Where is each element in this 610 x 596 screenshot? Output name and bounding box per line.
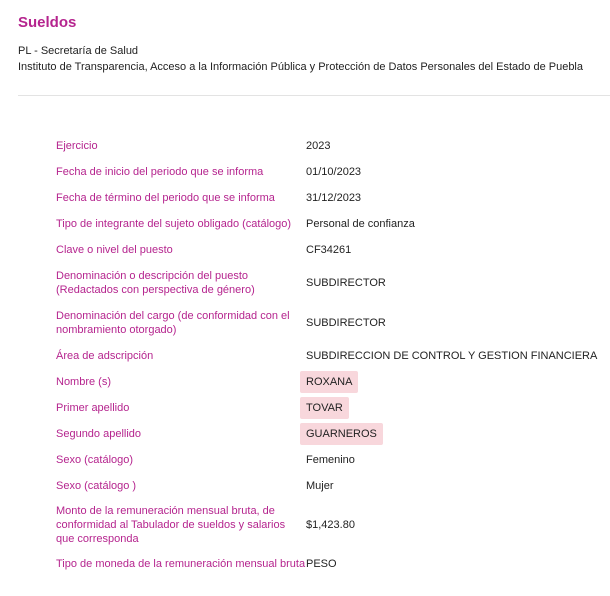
field-label: Fecha de inicio del periodo que se informa	[56, 166, 264, 178]
field-label: Denominación o descripción del puesto (Redactados con perspectiva de género)	[56, 270, 255, 296]
field-label: Clave o nivel del puesto	[56, 244, 173, 256]
field-value: 2023	[306, 140, 331, 152]
field-value: Femenino	[306, 454, 355, 466]
field-label: Monto de la remuneración mensual bruta, de conformidad al Tabulador de sueldos y salarios que corresponda	[56, 505, 286, 545]
field-label: Denominación del cargo (de conformidad con el nombramiento otorgado)	[56, 310, 290, 336]
field-label: Nombre (s)	[56, 376, 112, 388]
highlighted-value: GUARNEROS	[300, 423, 383, 445]
field-value: SUBDIRECTOR	[306, 317, 386, 329]
row-tipo-integrante	[56, 211, 576, 237]
highlighted-value: TOVAR	[300, 397, 349, 419]
row-denominacion-cargo	[56, 303, 576, 343]
row-sexo-catalogo	[56, 447, 576, 473]
agency-name: PL - Secretaría de Salud	[18, 45, 139, 57]
row-monto-remuneracion	[56, 499, 576, 551]
field-value: SUBDIRECCION DE CONTROL Y GESTION FINANCIERA	[306, 350, 598, 362]
field-label: Ejercicio	[56, 140, 98, 152]
row-fecha-inicio	[56, 159, 576, 185]
field-label: Primer apellido	[56, 402, 130, 414]
field-value: $1,423.80	[306, 519, 355, 531]
page-title: Sueldos	[18, 14, 77, 31]
field-label: Fecha de término del periodo que se informa	[56, 192, 275, 204]
field-value: Personal de confianza	[306, 218, 415, 230]
row-segundo-apellido	[56, 421, 576, 447]
row-fecha-termino	[56, 185, 576, 211]
header-divider	[18, 95, 610, 96]
row-tipo-moneda	[56, 551, 576, 577]
institute-name: Instituto de Transparencia, Acceso a la Información Pública y Protección de Datos Personales del Estado de Puebla	[18, 61, 583, 73]
row-ejercicio	[56, 133, 576, 159]
row-denominacion-puesto	[56, 263, 576, 303]
row-primer-apellido	[56, 395, 576, 421]
field-label: Área de adscripción	[56, 350, 154, 362]
row-nombre	[56, 369, 576, 395]
field-value: PESO	[306, 558, 337, 570]
field-label: Segundo apellido	[56, 428, 142, 440]
field-label: Sexo (catálogo)	[56, 454, 134, 466]
field-label: Tipo de moneda de la remuneración mensual bruta	[56, 558, 306, 570]
field-value: 31/12/2023	[306, 192, 362, 204]
row-sexo-catalogo-2	[56, 473, 576, 499]
field-label: Sexo (catálogo )	[56, 480, 137, 492]
field-value: Mujer	[306, 480, 334, 492]
field-value: CF34261	[306, 244, 352, 256]
field-value: 01/10/2023	[306, 166, 362, 178]
row-clave-puesto	[56, 237, 576, 263]
field-label: Tipo de integrante del sujeto obligado (catálogo)	[56, 218, 292, 230]
salary-record-table	[56, 133, 598, 577]
highlighted-value: ROXANA	[300, 371, 358, 393]
field-value: SUBDIRECTOR	[306, 277, 386, 289]
row-area-adscripcion	[56, 343, 598, 369]
